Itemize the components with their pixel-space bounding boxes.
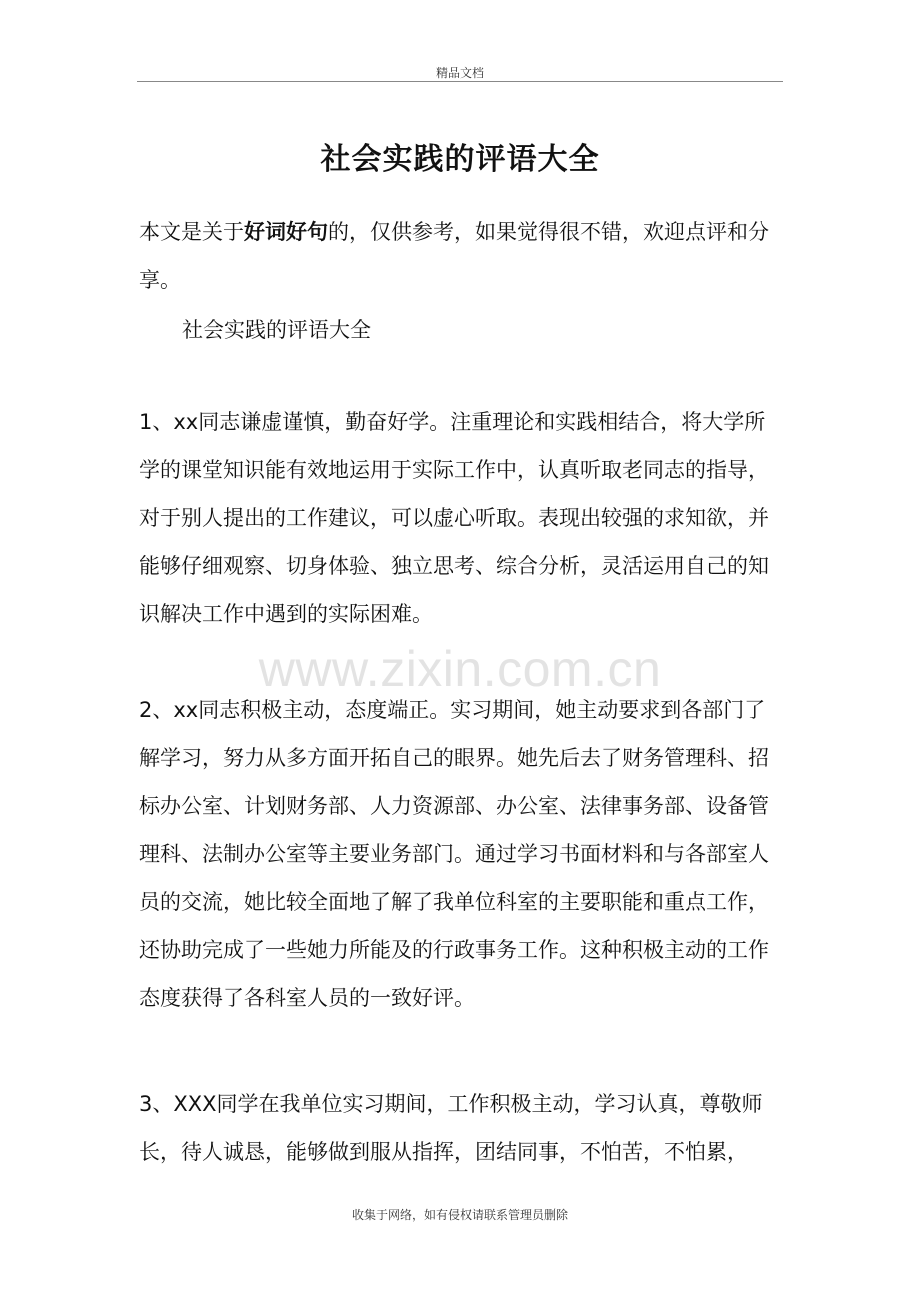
paragraph-1: 1、xx同志谦虚谨慎，勤奋好学。注重理论和实践相结合，将大学所学的课堂知识能有效地运用于实际工作中，认真听取老同志的指导，对于别人提出的工作建议，可以虚心听取。表现出较强的求知欲，并能够仔细观察、切身体验、独立思考、综合分析，灵活运用自己的知识解决工作中遇到的实际困难。 bbox=[139, 410, 769, 626]
intro-bold-link: 好词好句 bbox=[244, 220, 328, 244]
document-title: 社会实践的评语大全 bbox=[320, 142, 600, 177]
intro-paragraph bbox=[139, 208, 779, 304]
document-subtitle: 社会实践的评语大全 bbox=[182, 318, 371, 342]
watermark: www.zixin.com.cn bbox=[258, 641, 662, 697]
paragraph-2: 2、xx同志积极主动，态度端正。实习期间，她主动要求到各部门了解学习，努力从多方面开拓自己的眼界。她先后去了财务管理科、招标办公室、计划财务部、人力资源部、办公室、法律事务部、设备管理科、法制办公室等主要业务部门。通过学习书面材料和与各部室人员的交流，她比较全面地了解了我单位科室的主要职能和重点工作，还协助完成了一些她力所能及的行政事务工作。这种积极主动的工作态度获得了各科室人员的一致好评。 bbox=[139, 698, 769, 1010]
page-header: 精品文档 bbox=[435, 66, 484, 80]
paragraph-3: 3、XXX同学在我单位实习期间，工作积极主动，学习认真，尊敬师长，待人诚恳，能够做到服从指挥，团结同事，不怕苦，不怕累， bbox=[139, 1092, 763, 1164]
intro-suffix: 的，仅供参考，如果觉得很不错，欢迎点评和分享。 bbox=[139, 220, 769, 292]
page-footer: 收集于网络，如有侵权请联系管理员删除 bbox=[351, 1208, 568, 1222]
intro-prefix: 本文是关于 bbox=[139, 220, 244, 244]
header-divider bbox=[137, 81, 783, 82]
